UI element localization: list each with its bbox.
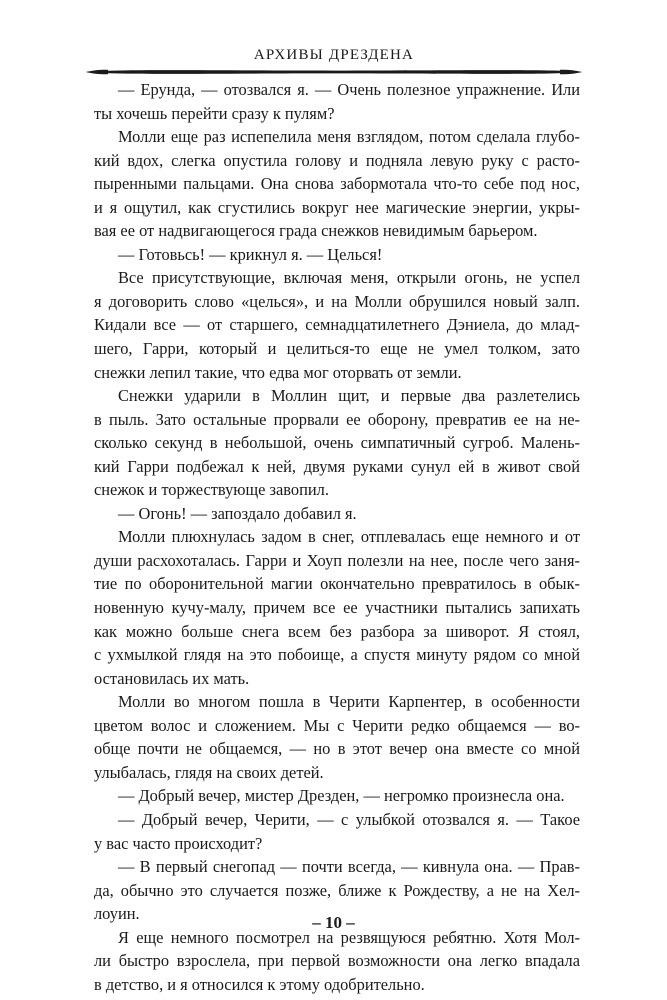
text-line: с ухмылкой глядя на это побоище, а спустя минуту рядом со мной bbox=[94, 645, 580, 665]
text-line: — Ерунда, — отозвался я. — Очень полезное упражнение. Или bbox=[118, 80, 580, 99]
text-line: остановилась их мать. bbox=[94, 668, 250, 688]
text-line: лоуин. bbox=[94, 904, 140, 924]
paragraph bbox=[94, 690, 580, 784]
text-line: души расхохоталась. Гарри и Хоуп полезли на нее, после чего заня- bbox=[94, 550, 580, 570]
text-line: пыренными пальцами. Она снова забормотала что-то себе под нос, bbox=[94, 174, 580, 194]
text-line: Я еще немного посмотрел на резвящуюся ребятню. Хотя Мол- bbox=[118, 927, 580, 947]
text-line: Все присутствующие, включая меня, открыли огонь, не успел bbox=[118, 268, 580, 288]
paragraph bbox=[94, 926, 580, 997]
text-line: у вас часто происходит? bbox=[94, 833, 263, 853]
paragraph bbox=[94, 125, 580, 243]
text-line: — В первый снегопад — почти всегда, — кивнула она. — Прав- bbox=[118, 857, 580, 877]
paragraph bbox=[94, 78, 580, 125]
text-line: да, обычно это случается позже, ближе к Рождеству, а не на Хел- bbox=[94, 880, 580, 900]
text-line: Кидали все — от старшего, семнадцатилетнего Дэниела, до млад- bbox=[94, 315, 580, 335]
text-line: в пыль. Зато остальные прорвали ее оборону, превратив ее на не- bbox=[94, 409, 580, 429]
running-header-title: АРХИВЫ ДРЕЗДЕНА bbox=[253, 47, 415, 63]
text-line: я договорить слово «целься», и на Молли обрушился новый залп. bbox=[94, 291, 580, 311]
paragraph bbox=[94, 784, 580, 808]
text-line: Молли во многом пошла в Черити Карпентер, в особенности bbox=[118, 692, 580, 712]
text-line: вая ее от надвигающегося града снежков невидимым барьером. bbox=[94, 221, 538, 241]
text-line: шего, Гарри, который и целиться-то еще не умел толком, зато bbox=[94, 339, 580, 359]
text-line: — Огонь! — запоздало добавил я. bbox=[118, 503, 357, 523]
text-line: снежки лепил такие, что едва мог оторвать от земли. bbox=[94, 362, 462, 382]
text-line: кий Гарри подбежал к ней, двумя руками сунул ей в живот свой bbox=[94, 456, 580, 476]
text-line: тие по оборонительной магии окончательно превратилось в обык- bbox=[94, 574, 580, 594]
text-line: Молли плюхнулась задом в снег, отплевалась еще немного и от bbox=[118, 527, 580, 547]
paragraph bbox=[94, 808, 580, 855]
text-line: в детство, и я относился к этому одобрительно. bbox=[94, 974, 425, 994]
header-ornament-rule bbox=[86, 66, 582, 78]
text-line: кий вдох, слегка опустила голову и подняла левую руку с расто- bbox=[94, 150, 580, 170]
text-line: — Добрый вечер, Черити, — с улыбкой отозвался я. — Такое bbox=[118, 809, 580, 829]
text-line: обще почти не общаемся, — но в этот вечер она вместе со мной bbox=[94, 739, 580, 759]
paragraph bbox=[94, 266, 580, 384]
text-line: сколько секунд в небольшой, очень симпатичный сугроб. Малень- bbox=[94, 433, 580, 453]
page-number: – 10 – bbox=[312, 913, 355, 932]
text-line: — Добрый вечер, мистер Дрезден, — негромко произнесла она. bbox=[118, 786, 565, 806]
text-line: цветом волос и сложением. Мы с Черити редко общаемся — во- bbox=[94, 715, 580, 735]
text-line: ты хочешь перейти сразу к пулям? bbox=[94, 103, 335, 123]
paragraph bbox=[94, 243, 580, 267]
text-line: Снежки ударили в Моллин щит, и первые два разлетелись bbox=[118, 386, 580, 406]
text-line: как можно больше снега всем без разбора за шиворот. Я стоял, bbox=[94, 621, 580, 641]
paragraph bbox=[94, 502, 580, 526]
paragraph bbox=[94, 525, 580, 690]
body-text bbox=[94, 78, 580, 996]
text-line: и я ощутил, как сгустились вокруг нее магические энергии, укры- bbox=[94, 197, 580, 217]
paragraph bbox=[94, 384, 580, 502]
text-line: снежок и торжествующе завопил. bbox=[94, 480, 329, 500]
text-line: ли быстро взрослела, при первой возможности она легко впадала bbox=[94, 951, 580, 971]
text-line: Молли еще раз испепелила меня взглядом, потом сделала глубо- bbox=[118, 127, 580, 147]
text-line: — Готовьсь! — крикнул я. — Целься! bbox=[118, 244, 383, 264]
running-header bbox=[86, 40, 582, 74]
text-line: улыбалась, глядя на своих детей. bbox=[94, 762, 324, 782]
text-line: новенную кучу-малу, причем все ее участники пытались запихать bbox=[94, 598, 580, 618]
